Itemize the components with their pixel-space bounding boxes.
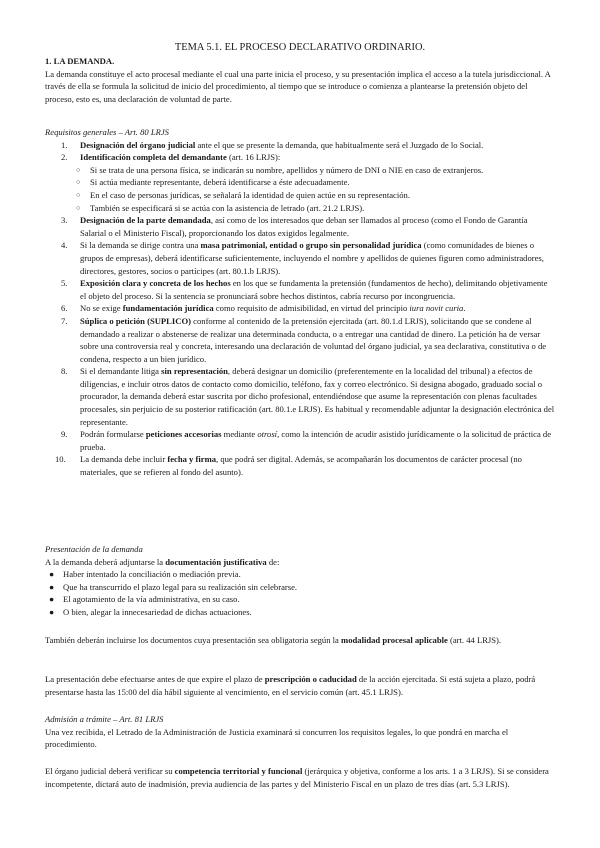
item-text: Si la demanda se dirige contra una bbox=[80, 240, 201, 251]
item-text: Podrán formularse bbox=[80, 429, 146, 440]
item-bold: peticiones accesorias bbox=[145, 429, 222, 440]
bullet-icon: ● bbox=[49, 569, 55, 580]
sub-item bbox=[45, 202, 555, 215]
paragraph-plazo bbox=[45, 673, 555, 698]
item-number: 3. bbox=[61, 215, 68, 226]
text: de: bbox=[266, 556, 280, 567]
section-presentacion bbox=[45, 543, 555, 619]
sub-item-text: Si se trata de una persona física, se indicarán su nombre, apellidos y número de DNI o NIE en caso de extranjeros. bbox=[90, 164, 484, 175]
bullet-text: O bien, alegar la innecesariedad de dichas actuaciones. bbox=[63, 606, 252, 617]
paragraph-competencia bbox=[45, 765, 555, 790]
paragraph bbox=[45, 634, 555, 647]
text: El órgano judicial deberá verificar su bbox=[45, 766, 175, 776]
item-bold: Exposición clara y concreta de los hechos bbox=[80, 278, 231, 289]
list-item bbox=[45, 151, 555, 164]
bold-text: modalidad procesal aplicable bbox=[341, 635, 448, 645]
item-bold: sin representación bbox=[161, 366, 228, 377]
document-title: TEMA 5.1. EL PROCESO DECLARATIVO ORDINARIO. bbox=[174, 42, 426, 53]
paragraph bbox=[45, 556, 555, 569]
item-italic: iura novit curia bbox=[409, 303, 464, 314]
item-number: 9. bbox=[61, 429, 68, 440]
item-text: , así como de los interesados que deban ser llamados al proceso (como el Fondo de Garantía Salarial o el Ministerio Fiscal), proporcionando los datos exigidos legalmente. bbox=[80, 215, 528, 238]
bullet-item bbox=[45, 593, 555, 606]
item-text: como requisito de admisibilidad, en virtud del principio bbox=[213, 303, 410, 314]
item-text: . bbox=[463, 303, 466, 314]
circle-bullet-icon: ○ bbox=[76, 165, 81, 174]
list-item bbox=[45, 302, 555, 315]
bullet-item bbox=[45, 568, 555, 581]
item-bold: Designación de la parte demandada bbox=[80, 215, 211, 226]
item-bold: Designación del órgano judicial bbox=[80, 139, 196, 150]
item-number: 2. bbox=[61, 152, 68, 163]
item-text: Si el demandante litiga bbox=[80, 366, 162, 377]
requirements-list bbox=[45, 139, 555, 479]
section-heading: 1. LA DEMANDA. bbox=[45, 56, 115, 66]
item-bold: fecha y firma bbox=[167, 454, 217, 465]
item-bold: masa patrimonial, entidad o grupo sin personalidad jurídica bbox=[200, 240, 422, 251]
list-item bbox=[45, 214, 555, 239]
item-number: 4. bbox=[61, 240, 68, 251]
bold-text: documentación justificativa bbox=[165, 556, 267, 567]
paragraph-modalidad bbox=[45, 634, 555, 647]
circle-bullet-icon: ○ bbox=[76, 190, 81, 199]
bullet-text: Que ha transcurrido el plazo legal para su realización sin celebrarse. bbox=[63, 581, 298, 592]
bold-text: prescripción o caducidad bbox=[264, 674, 357, 684]
item-text: mediante bbox=[221, 429, 258, 440]
sub-item-text: Si actúa mediante representante, deberá identificarse a éste adecuadamente. bbox=[90, 177, 350, 188]
item-number: 8. bbox=[61, 366, 68, 377]
item-text: La demanda debe incluir bbox=[80, 454, 168, 465]
paragraph bbox=[45, 673, 555, 698]
sub-item-text: En el caso de personas jurídicas, se señalará la identidad de quien actúe en su representación. bbox=[90, 189, 410, 200]
bold-text: competencia territorial y funcional bbox=[174, 766, 303, 776]
bullet-list bbox=[45, 568, 555, 618]
bullet-text: Haber intentado la conciliación o mediación previa. bbox=[63, 569, 241, 580]
list-item bbox=[45, 453, 555, 478]
bullet-item bbox=[45, 606, 555, 619]
item-text: conforme al contenido de la pretensión ejercitada (art. 80.1.d LRJS), solicitando que se condene al demandado a realizar o abstenerse de realizar una determinada conducta, o a entregar una cantidad de dinero. La petición ha de versar sobre una controversia real y concreta, interesando una declaración de voluntad del órgano judicial, ya sea declarativa, constitutiva o de condena, respecto a un bien jurídico. bbox=[80, 315, 547, 364]
item-text: (art. 16 LRJS): bbox=[226, 152, 281, 163]
list-item bbox=[45, 139, 555, 152]
item-bold: Identificación completa del demandante bbox=[80, 152, 227, 163]
item-text: No se exige bbox=[80, 303, 123, 314]
item-number: 1. bbox=[61, 139, 68, 150]
item-text: (como comunidades de bienes o grupos de empresas), deberá identificarse suficientemente, incluyendo el nombre y apellidos de quienes figuren como administradores, directores, gestores, socios o partícipes (art. 80.1.b LRJS). bbox=[80, 240, 544, 276]
bullet-text: El agotamiento de la vía administrativa, en su caso. bbox=[63, 594, 240, 605]
bullet-icon: ● bbox=[49, 594, 55, 605]
item-text: , como la intención de acudir asistido jurídicamente o la solicitud de práctica de prueba. bbox=[80, 429, 552, 452]
text: A la demanda deberá adjuntarse la bbox=[45, 556, 166, 567]
item-text: , deberá designar un domicilio (preferentemente en la localidad del tribunal) a efectos de diligencias, e incluir otros datos de contacto como domicilio, teléfono, fax y correo electrónico. Si designa abogado, graduado social o procurador, la demanda deberá estar suscrita por dicho profesional, entendiéndose que asume la representación con plenas facultades procesales, sin perjuicio de su posterior ratificación (art. 80.1.e LRJS). Es habitual y recomendable adjuntar la designación electrónica del representante. bbox=[80, 366, 555, 427]
text: de la acción ejercitada. Si está sujeta a plazo, podrá presentarse hasta las 15:00 del día hábil siguiente al vencimiento, en el servicio común (art. 45.1 LRJS). bbox=[45, 674, 536, 697]
intro-paragraph: La demanda constituye el acto procesal mediante el cual una parte inicia el proceso, y su presentación implica el acceso a la tutela jurisdiccional. A través de ella se formula la solicitud de inicio del procedimiento, al tiempo que se introduce o comienza a plantearse la pretensión objeto del proceso, esto es, una declaración de voluntad de parte. bbox=[45, 68, 551, 104]
subsection-heading: Presentación de la demanda bbox=[45, 544, 143, 554]
item-text: en los que se fundamenta la pretensión (fundamentos de hecho), delimitando objetivamente el objeto del proceso. Si la sentencia se pronunciará sobre hechos distintos, cabría recurso por incongruencia. bbox=[80, 278, 548, 301]
sub-item-text: También se especificará si se actúa con la asistencia de letrado (art. 21.2 LRJS). bbox=[90, 202, 365, 213]
bullet-icon: ● bbox=[49, 606, 55, 617]
text: (art. 44 LRJS). bbox=[447, 635, 502, 645]
sub-item bbox=[45, 164, 555, 177]
paragraph bbox=[45, 765, 555, 790]
item-text: ante el que se presente la demanda, que habitualmente será el Juzgado de lo Social. bbox=[195, 139, 484, 150]
list-item bbox=[45, 315, 555, 365]
list-item bbox=[45, 365, 555, 428]
section-requisitos bbox=[45, 126, 555, 479]
section-admision bbox=[45, 713, 555, 751]
sub-item bbox=[45, 189, 555, 202]
list-item bbox=[45, 239, 555, 277]
list-item bbox=[45, 428, 555, 453]
text: La presentación debe efectuarse antes de que expire el plazo de bbox=[45, 674, 265, 684]
item-number: 6. bbox=[61, 303, 68, 314]
section-demanda bbox=[45, 55, 555, 105]
item-number: 10. bbox=[55, 454, 66, 465]
sub-item bbox=[45, 176, 555, 189]
item-italic: otrosí bbox=[257, 429, 278, 440]
bullet-item bbox=[45, 581, 555, 594]
subsection-heading: Requisitos generales – Art. 80 LRJS bbox=[45, 127, 169, 137]
item-number: 5. bbox=[61, 278, 68, 289]
sub-list-container bbox=[45, 164, 555, 214]
item-number: 7. bbox=[61, 315, 68, 326]
bullet-icon: ● bbox=[49, 581, 55, 592]
circle-bullet-icon: ○ bbox=[76, 178, 81, 187]
circle-bullet-icon: ○ bbox=[76, 203, 81, 212]
item-text: , que podrá ser digital. Además, se acompañarán los documentos de carácter procesal (no materiales, que se refieren al fondo del asunto). bbox=[80, 454, 522, 478]
text: También deberán incluirse los documentos cuya presentación sea obligatoria según la bbox=[45, 635, 342, 645]
sub-list bbox=[45, 164, 555, 214]
item-bold: Súplica o petición (SUPLICO) bbox=[80, 315, 192, 326]
text: (jerárquica y objetiva, conforme a los arts. 1 a 3 LRJS). Si se considera incompetente, dictará auto de inadmisión, previa audiencia de las partes y del Ministerio Fiscal en un plazo de tres días (art. 5.3 LRJS). bbox=[45, 766, 549, 789]
subsection-heading: Admisión a trámite – Art. 81 LRJS bbox=[45, 714, 164, 724]
paragraph: Una vez recibida, el Letrado de la Administración de Justicia examinará si concurren los requisitos legales, lo que pondrá en marcha el procedimiento. bbox=[45, 726, 509, 750]
item-bold: fundamentación jurídica bbox=[122, 303, 214, 314]
list-item bbox=[45, 277, 555, 302]
